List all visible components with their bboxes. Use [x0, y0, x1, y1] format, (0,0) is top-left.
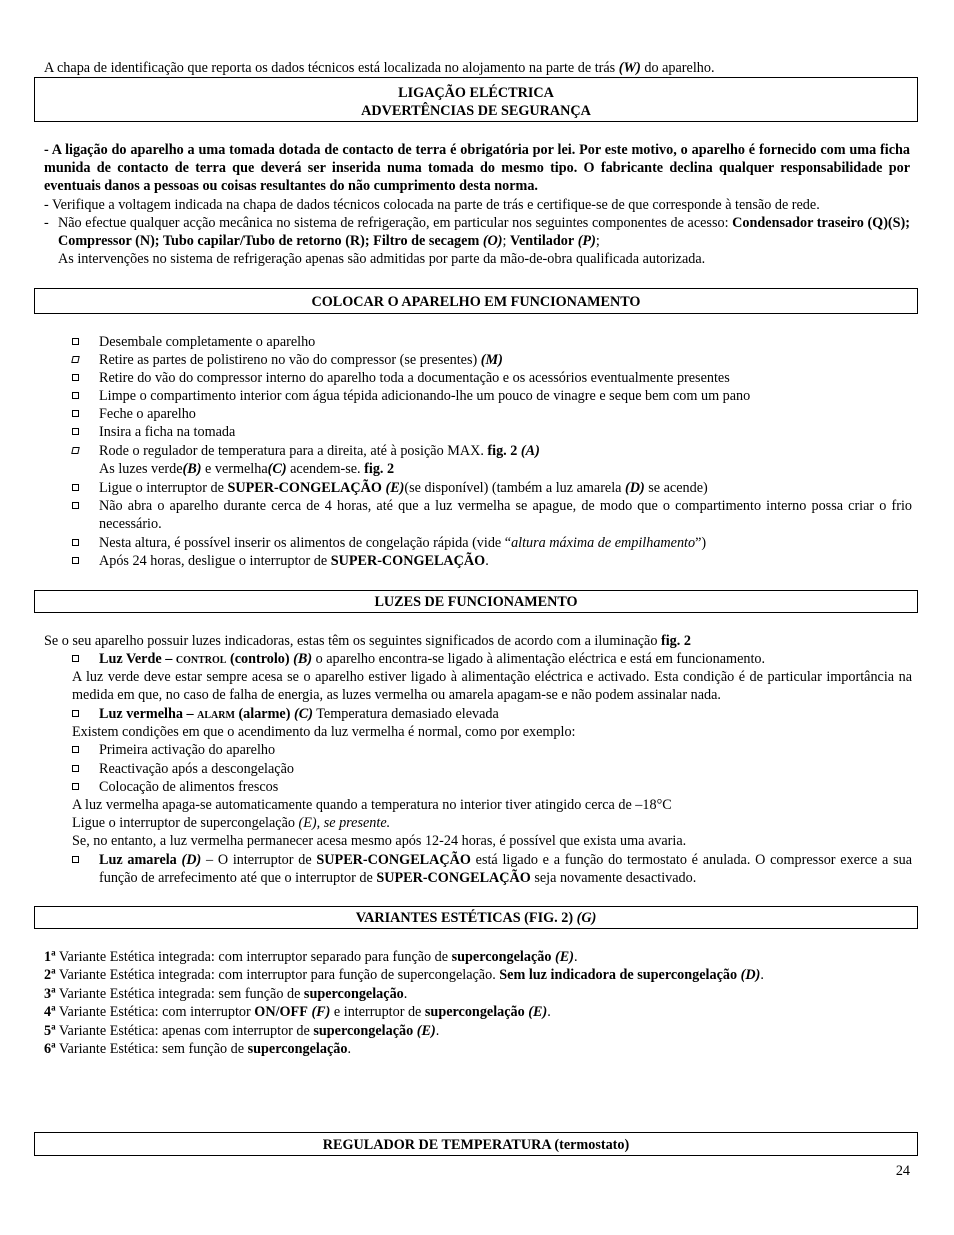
variant-item: 2$^a$ Variante Estética integrada: com interruptor para função de supercongelação. Sem luz indicadora de supercongelação (D). — [44, 965, 764, 983]
ref-o: (O) — [482, 233, 503, 250]
avaria-text: Se, no entanto, a luz vermelha permanecer acesa mesmo após 12-24 horas, é possível que exista uma avaria. — [72, 833, 687, 849]
checkbox-bullet-icon — [72, 856, 79, 863]
checkbox-bullet-icon — [72, 783, 79, 790]
checkbox-bullet-icon — [72, 710, 79, 717]
luz-verde-paragraph: A luz verde deve estar sempre acesa se o aparelho estiver ligado à alimentação eléctrica e activado. Esta condição é de particular importância na medida em que, no caso de falha de energia, as luzes vermelha ou amarela apagam-se e não podem assinalar nada. — [72, 669, 912, 704]
checkbox-bullet-icon — [72, 539, 79, 546]
variant-item: 4$^a$ Variante Estética: com interruptor ON/OFF (F) e interruptor de supercongelação (E). — [44, 1002, 551, 1020]
section-title-luzes: LUZES DE FUNCIONAMENTO — [374, 594, 578, 610]
intro-tail: do aparelho. — [644, 60, 715, 76]
conditions-intro: Existem condições em que o acendimento da luz vermelha é normal, como por exemplo: — [72, 724, 576, 740]
section-header-variantes: VARIANTES ESTÉTICAS (FIG. 2) (G) — [34, 906, 918, 929]
section-title-funcionamento: COLOCAR O APARELHO EM FUNCIONAMENTO — [311, 294, 641, 310]
mechanical-end: ; — [595, 233, 600, 250]
mechanical-note: As intervenções no sistema de refrigeração apenas são admitidas por parte da mão-de-obra qualificada autorizada. — [58, 251, 706, 268]
mechanical-sep: ; — [502, 233, 507, 250]
section-title-regulador: REGULADOR DE TEMPERATURA (termostato) — [322, 1137, 630, 1153]
section-title-variantes: VARIANTES ESTÉTICAS (FIG. 2) — [355, 910, 574, 926]
checkbox-bullet-icon — [72, 655, 79, 662]
checkbox-bullet-icon — [72, 410, 79, 417]
apaga-text: A luz vermelha apaga-se automaticamente quando a temperatura no interior tiver atingido cerca de –18°C — [72, 797, 672, 813]
checkbox-bullet-icon — [72, 428, 79, 435]
variant-item: 5$^a$ Variante Estética: apenas com interruptor de supercongelação (E). — [44, 1021, 440, 1039]
checkbox-bullet-icon — [72, 502, 79, 509]
mechanical-components: Condensador traseiro (Q)(S); Compressor (N); Tubo capilar/Tubo de retorno (R); Filtro de secagem — [58, 215, 910, 250]
checkbox-bullet-icon — [72, 746, 79, 753]
variant-item: 6$^a$ Variante Estética: sem função de supercongelação. — [44, 1039, 351, 1057]
variant-item: 1$^a$ Variante Estética integrada: com interruptor separado para função de supercongelação (E). — [44, 947, 578, 965]
mechanical-text: Não efectue qualquer acção mecânica no sistema de refrigeração, em particular nos seguintes componentes de acesso: — [58, 215, 729, 231]
checkbox-bullet-icon — [72, 392, 79, 399]
checkbox-bullet-icon — [72, 484, 79, 491]
checkbox-bullet-icon — [72, 557, 79, 564]
intro-ref: (W) — [618, 60, 641, 76]
section-header-luzes — [34, 590, 918, 613]
intro-line — [44, 59, 914, 77]
checkbox-bullet-icon — [72, 765, 79, 772]
lights-note: As luzes verde(B) e vermelha(C) acendem-se. fig. 2 — [99, 461, 395, 477]
ligue-text: Ligue o interruptor de supercongelação (E), se presente. — [72, 815, 391, 831]
ref-p: (P) — [577, 233, 596, 250]
mechanical-dash: - — [44, 215, 49, 231]
section-subtitle-advertencias: ADVERTÊNCIAS DE SEGURANÇA — [361, 103, 591, 120]
luzes-intro: Se o seu aparelho possuir luzes indicadoras, estas têm os seguintes significados de acordo com a iluminação fig. 2 — [44, 633, 691, 649]
checkbox-bullet-icon — [72, 338, 79, 345]
warning-paragraph: - A ligação do aparelho a uma tomada dotada de contacto de terra é obrigatória por lei. Por este motivo, o aparelho é fornecido com uma ficha munida de contacto de terra que deverá ser inserida numa tomada do mesmo tipo. O fabricante declina qualquer responsabilidade por eventuais danos a pessoas ou coisas resultantes do não cumprimento desta norma. — [44, 142, 910, 195]
verify-paragraph: - Verifique a voltagem indicada na chapa de dados técnicos colocada na parte de trás e certifique-se de que corresponde à tensão de rede. — [44, 197, 820, 213]
variant-item: 3$^a$ Variante Estética integrada: sem função de supercongelação. — [44, 984, 408, 1002]
checkbox-bullet-icon — [71, 447, 79, 454]
intro-text: A chapa de identificação que reporta os dados técnicos está localizada no alojamento na parte de trás — [44, 60, 616, 76]
section-title-ligacao: LIGAÇÃO ELÉCTRICA — [398, 85, 554, 101]
checkbox-bullet-icon — [71, 356, 79, 363]
mechanical-ventilador: Ventilador — [510, 233, 575, 250]
mechanical-paragraph — [44, 214, 910, 269]
checkbox-bullet-icon — [72, 374, 79, 381]
section-header-funcionamento — [34, 288, 918, 314]
section-header-ligacao — [34, 77, 918, 122]
page-number: 24 — [895, 1163, 910, 1179]
section-header-regulador — [34, 1132, 918, 1156]
